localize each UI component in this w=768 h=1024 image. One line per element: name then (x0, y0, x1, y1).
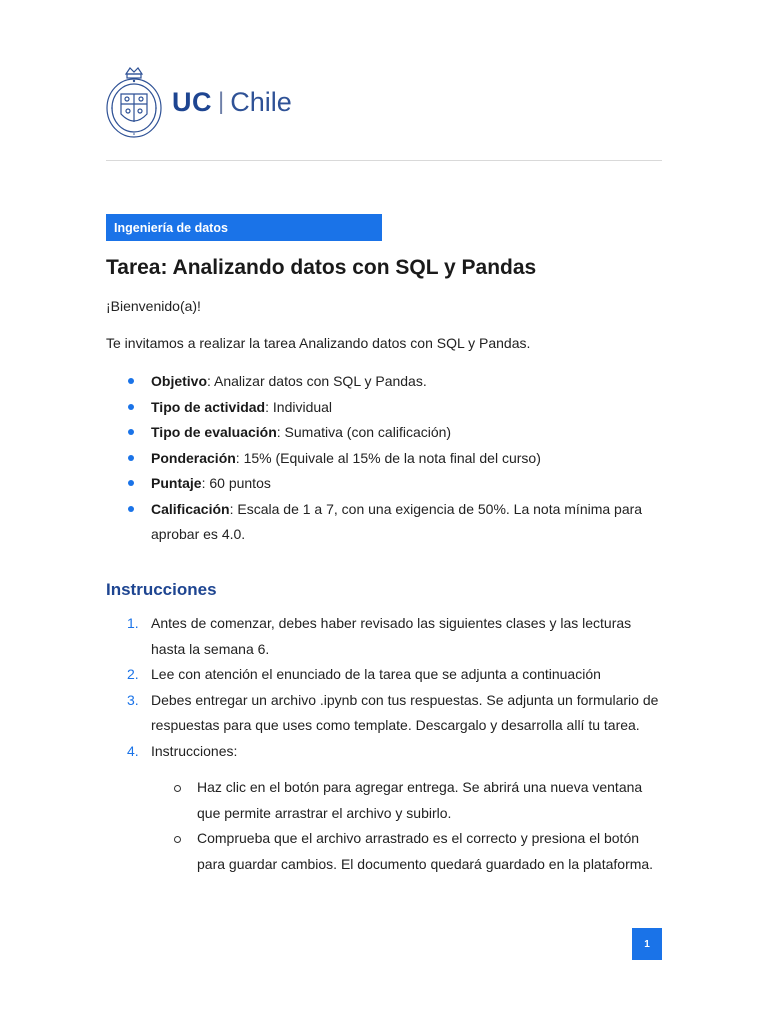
bullet-icon (128, 378, 134, 384)
detail-item (106, 420, 666, 446)
step-text: Lee con atención el enunciado de la tarea que se adjunta a continuación (151, 666, 601, 683)
step-item (106, 739, 666, 765)
greeting-text: ¡Bienvenido(a)! (106, 298, 201, 314)
step-text: Debes entregar un archivo .ipynb con tus respuestas. Se adjunta un formulario de respuestas para que uses como template. Descargalo y desarrolla allí tu tarea. (151, 691, 659, 734)
step-text: Instrucciones: (151, 742, 238, 759)
detail-value: : 60 puntos (201, 475, 271, 491)
bullet-icon (128, 455, 134, 461)
header (104, 62, 292, 142)
substep-item (174, 775, 664, 826)
bullet-icon (128, 506, 134, 512)
detail-value: : Sumativa (con calificación) (276, 424, 452, 440)
page-title: Tarea: Analizando datos con SQL y Pandas (106, 256, 537, 279)
bullet-icon (128, 404, 134, 410)
detail-value: : Individual (265, 398, 333, 415)
detail-label: Tipo de actividad (151, 398, 266, 415)
detail-item (106, 395, 666, 421)
bullet-icon (128, 429, 134, 435)
intro-text: Te invitamos a realizar la tarea Analizando datos con SQL y Pandas. (106, 335, 531, 351)
course-label: Ingeniería de datos (106, 214, 382, 241)
instructions-heading: Instrucciones (106, 580, 217, 599)
detail-value: : Analizar datos con SQL y Pandas. (207, 373, 427, 389)
detail-label: Tipo de evaluación (151, 424, 277, 440)
step-item (106, 611, 666, 662)
detail-item (106, 446, 666, 472)
detail-label: Objetivo (151, 373, 208, 389)
detail-item (106, 369, 666, 395)
step-text: Antes de comenzar, debes haber revisado las siguientes clases y las lecturas hasta la semana 6. (151, 615, 632, 657)
brand-uc: UC (172, 86, 212, 117)
instructions-list (106, 611, 666, 765)
detail-label: Puntaje (151, 475, 202, 491)
substeps-list (174, 775, 664, 877)
step-number: 3. (127, 691, 139, 708)
step-item (106, 688, 666, 739)
detail-label: Calificación (151, 500, 230, 517)
detail-label: Ponderación (151, 449, 236, 466)
substep-text: Haz clic en el botón para agregar entrega. Se abrirá una nueva ventana que permite arrastrar el archivo y subirlo. (197, 779, 643, 821)
detail-item (106, 471, 666, 497)
brand-wordmark (172, 87, 292, 118)
university-seal-icon (104, 64, 164, 140)
brand-chile: Chile (230, 86, 292, 117)
step-number: 4. (127, 742, 139, 759)
bullet-icon (128, 480, 134, 486)
detail-item (106, 497, 666, 548)
step-number: 1. (127, 615, 139, 631)
brand-separator: | (218, 88, 225, 115)
circle-bullet-icon (174, 785, 181, 792)
detail-value: : Escala de 1 a 7, con una exigencia de 50%. La nota mínima para aprobar es 4.0. (151, 500, 643, 542)
page-number: 1 (632, 928, 662, 960)
substep-text: Comprueba que el archivo arrastrado es el correcto y presiona el botón para guardar cambios. El documento quedará guardado en la plataforma. (197, 830, 654, 872)
header-divider (106, 160, 662, 161)
detail-value: : 15% (Equivale al 15% de la nota final del curso) (235, 449, 541, 466)
substep-item (174, 826, 664, 877)
details-list (106, 369, 666, 548)
circle-bullet-icon (174, 836, 181, 843)
step-number: 2. (127, 666, 139, 683)
step-item (106, 662, 666, 688)
